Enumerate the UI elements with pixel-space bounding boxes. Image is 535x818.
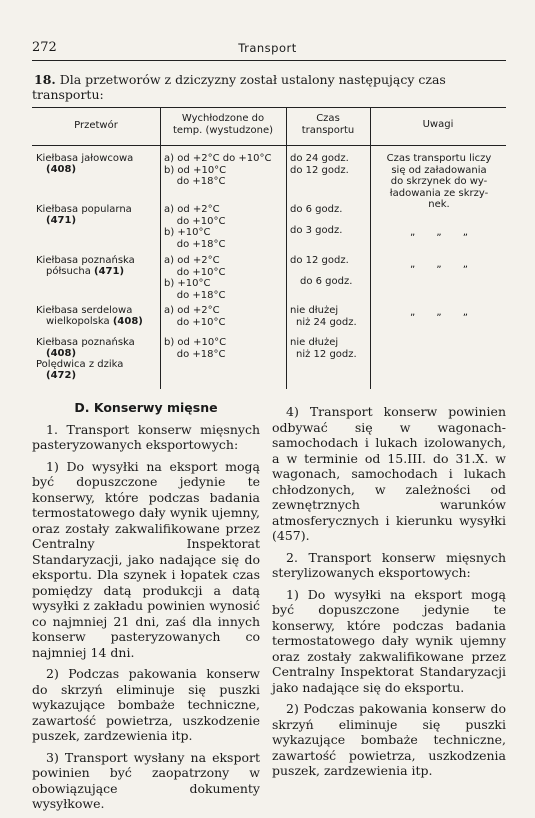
table-row-product xyxy=(46,266,124,278)
paragraph: 4) Transport konserw powinien odbywać się w wagonach-samochodach i lukach izolowanych, a w terminie od 15.III. do 31.X. w wagonach, samochodach i lukach chłodzonych, w zależności od zewnętrznych warunków atmosferycznych i kierunku wysyłki (457). xyxy=(272,404,506,543)
product-ref: (472) xyxy=(46,370,77,381)
temp-line: do +18°C xyxy=(164,176,226,187)
product-ref: (408) xyxy=(46,164,77,175)
temp-line: do +18°C xyxy=(164,238,226,250)
time-line: do 6 godz. xyxy=(290,204,343,215)
time-line: do 12 godz. xyxy=(290,255,349,266)
intro-paragraph xyxy=(32,72,506,102)
product-ref: (408) xyxy=(112,316,143,327)
table-row-ref xyxy=(46,348,76,360)
time-line: niż 12 godz. xyxy=(296,348,357,360)
ditto-mark: „ xyxy=(410,227,416,238)
header-chilled xyxy=(160,113,286,137)
paragraph: 3) Transport wysłany na eksport powinien być zaopatrzony w obowiązujące dokumenty wysyłkowe. xyxy=(32,749,260,811)
table-row-product xyxy=(36,359,123,371)
table-row-product xyxy=(46,316,143,328)
ditto-mark: „ xyxy=(462,259,468,270)
time-line: niż 24 godz. xyxy=(296,316,357,328)
table-row-times xyxy=(290,337,357,360)
temp-line: b) od +10°C xyxy=(164,164,227,176)
table-row-times xyxy=(290,305,357,328)
remark-line: Czas transportu liczy xyxy=(386,153,492,164)
ditto-mark: „ xyxy=(410,307,416,318)
table-row-product xyxy=(36,305,132,317)
table-row-times xyxy=(290,153,349,176)
product-name: półsucha xyxy=(46,266,91,277)
temp-line: b) od +10°C xyxy=(164,337,227,348)
header-rule xyxy=(32,60,506,61)
temp-line: do +10°C xyxy=(164,266,226,278)
table-row-product xyxy=(36,255,135,267)
paragraph: 1) Do wysyłki na eksport mogą być dopuszczone jedynie te konserwy, które podczas badania termostatowego dały wynik ujemny oraz zostały zakwalifikowane przez Centralny Inspektorat Standaryzacji jako nadające się do eksportu. xyxy=(272,586,506,695)
product-name: wielkopolska xyxy=(46,316,110,327)
time-line: do 6 godz. xyxy=(300,276,353,287)
paragraph: 1) Do wysyłki na eksport mogą być dopuszczone jedynie te konserwy, które podczas badania termostatowego dały wynik ujemny, oraz zostały zakwalifikowane przez Centralny Inspektorat Standaryzacji, jako nadające się do eksportu. Dla szynek i łopatek czas pomiędzy datą produkcji a datą wysyłki z zakładu powinien wynosić co najmniej 21 dni, zaś dla innych konserw pasteryzowanych co najmniej 14 dni. xyxy=(32,458,260,660)
section-title: D. Konserwy mięsne xyxy=(74,400,218,415)
page-number: 272 xyxy=(32,40,57,55)
remark-line: się od załadowania xyxy=(391,164,487,176)
table-row-product xyxy=(36,153,133,165)
temp-line: do +10°C xyxy=(164,215,226,227)
table-row-remarks xyxy=(372,307,506,319)
table-header-rule xyxy=(32,145,506,146)
table-row-times xyxy=(290,204,342,216)
header-product: Przetwór xyxy=(74,120,118,131)
temp-line: do +18°C xyxy=(164,289,226,301)
ditto-mark: „ xyxy=(436,227,442,238)
table-row-temps xyxy=(164,337,226,360)
paragraph: 2) Podczas pakowania konserw do skrzyń eliminuje się puszki wykazujące bombaże techniczne, zawartość powietrza, uszkodzenie puszek, zardzewienia itp. xyxy=(32,666,260,743)
temp-line: a) od +2°C xyxy=(164,305,220,316)
header-time-line: transportu xyxy=(301,125,355,136)
table-col-divider xyxy=(370,107,371,389)
header-remarks: Uwagi xyxy=(422,119,454,130)
time-line: do 3 godz. xyxy=(290,225,343,236)
table-row-times xyxy=(300,276,352,288)
header-time xyxy=(286,113,370,137)
product-name: Kiełbasa serdelowa xyxy=(36,305,133,316)
table-col-divider xyxy=(160,107,161,389)
product-ref: (471) xyxy=(94,266,125,277)
transport-table xyxy=(32,107,506,389)
table-row-temps xyxy=(164,153,272,188)
product-name: Polędwica z dzika xyxy=(36,359,124,370)
table-row-ref xyxy=(46,215,76,227)
page-header xyxy=(0,0,535,62)
table-row-times xyxy=(290,255,349,267)
table-row-temps xyxy=(164,305,225,328)
remark-line: ładowania ze skrzy- xyxy=(389,187,489,199)
table-row-remarks xyxy=(372,153,506,211)
paragraph: 2. Transport konserw mięsnych sterylizowanych eksportowych: xyxy=(272,549,506,580)
table-row-remarks xyxy=(372,227,506,239)
header-chilled-line: Wychłodzone do xyxy=(181,113,265,124)
product-name: Kiełbasa jałowcowa xyxy=(36,153,134,164)
table-row-product xyxy=(36,337,135,349)
temp-line: b) +10°C xyxy=(164,278,211,289)
ditto-mark: „ xyxy=(462,307,468,318)
temp-line: a) od +2°C xyxy=(164,255,220,266)
remark-line: do skrzynek do wy- xyxy=(390,176,488,187)
table-row-product xyxy=(36,204,132,216)
temp-line: do +18°C xyxy=(164,348,226,360)
time-line: do 12 godz. xyxy=(290,164,349,176)
remark-line: nek. xyxy=(428,199,450,210)
header-time-line: Czas xyxy=(316,113,340,124)
table-row-ref xyxy=(46,370,76,382)
product-ref: (408) xyxy=(46,348,77,359)
product-name: Kiełbasa poznańska xyxy=(36,337,135,348)
table-row-remarks xyxy=(372,259,506,271)
temp-line: do +10°C xyxy=(164,316,226,328)
ditto-mark: „ xyxy=(436,259,442,270)
temp-line: a) od +2°C do +10°C xyxy=(164,153,272,164)
ditto-mark: „ xyxy=(462,227,468,238)
table-row-temps xyxy=(164,204,225,250)
header-chilled-line: temp. (wystudzone) xyxy=(172,125,274,136)
table-col-divider xyxy=(286,107,287,389)
table-row-ref xyxy=(46,164,76,176)
ditto-mark: „ xyxy=(410,259,416,270)
product-name: Kiełbasa poznańska xyxy=(36,255,135,266)
table-row-times xyxy=(290,225,342,237)
table-top-rule xyxy=(32,107,506,108)
left-column xyxy=(32,400,260,818)
time-line: do 24 godz. xyxy=(290,153,349,164)
paragraph: 2) Podczas pakowania konserw do skrzyń eliminuje się puszki wykazujące bombaże techniczne, zawartość powietrza, uszkodzenia puszek, zardzewienia itp. xyxy=(272,701,506,778)
intro-number: 18. xyxy=(34,72,56,87)
paragraph: 1. Transport konserw mięsnych pasteryzowanych eksportowych: xyxy=(32,421,260,452)
time-line: nie dłużej xyxy=(290,305,339,316)
table-row-temps xyxy=(164,255,225,301)
temp-line: b) +10°C xyxy=(164,227,211,238)
product-ref: (471) xyxy=(46,215,77,226)
time-line: nie dłużej xyxy=(290,337,339,348)
product-name: Kiełbasa popularna xyxy=(36,204,132,215)
ditto-mark: „ xyxy=(436,307,442,318)
temp-line: a) od +2°C xyxy=(164,204,220,215)
right-column xyxy=(272,404,506,785)
running-title: Transport xyxy=(238,41,297,55)
intro-text: Dla przetworów z dziczyzny został ustalony następujący czas transportu: xyxy=(32,72,446,102)
